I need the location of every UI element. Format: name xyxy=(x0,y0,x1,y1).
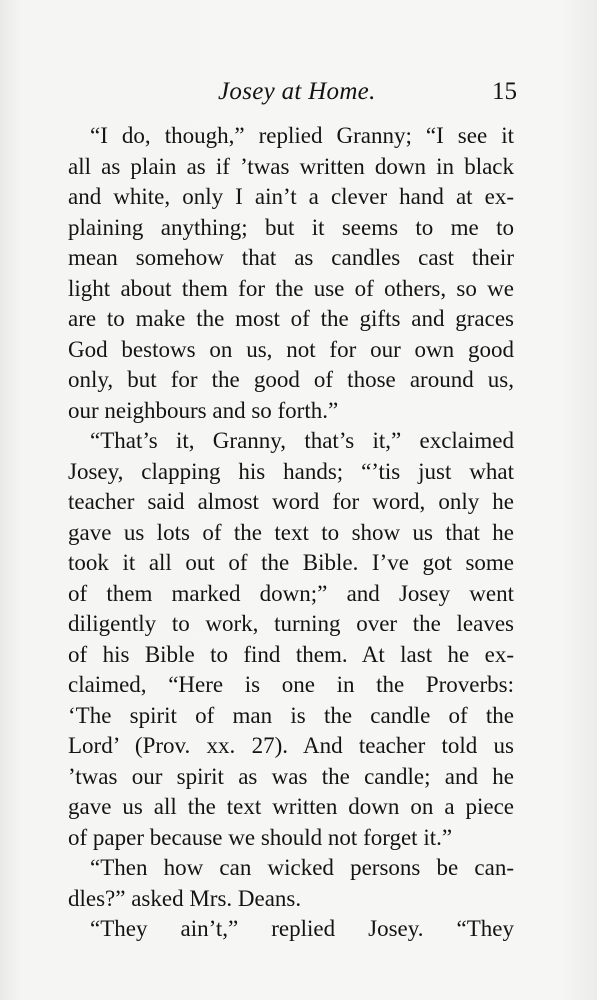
text-line: teacher said almost word for word, only he xyxy=(68,489,514,514)
running-title: Josey at Home. xyxy=(218,78,376,105)
page-number: 15 xyxy=(492,78,517,105)
text-line: of his Bible to find them. At last he ex- xyxy=(68,641,514,667)
text-line: took it all out of the Bible. I’ve got some xyxy=(68,550,514,575)
text-line: plaining anything; but it seems to me to xyxy=(68,214,514,240)
text-line: our neighbours and so forth.” xyxy=(68,397,339,423)
text-line: God bestows on us, not for our own good xyxy=(68,336,514,362)
text-line: dles?” asked Mrs. Deans. xyxy=(68,885,302,911)
text-line: “Then how can wicked persons be can- xyxy=(90,855,514,880)
text-line: “I do, though,” replied Granny; “I see it xyxy=(90,123,514,148)
text-line: claimed, “Here is one in the Proverbs: xyxy=(68,672,514,697)
text-line: are to make the most of the gifts and graces xyxy=(68,306,514,331)
text-line: only, but for the good of those around us, xyxy=(68,367,514,392)
text-line: ’twas our spirit as was the candle; and he xyxy=(68,763,514,789)
text-line: all as plain as if ’twas written down in black xyxy=(68,153,514,179)
text-line: gave us lots of the text to show us that he xyxy=(68,519,514,545)
text-line: Lord’ (Prov. xx. 27). And teacher told us xyxy=(68,733,514,758)
text-line: and white, only I ain’t a clever hand at ex- xyxy=(68,184,514,209)
text-line: of them marked down;” and Josey went xyxy=(68,580,514,606)
text-line: gave us all the text written down on a piece xyxy=(68,794,514,819)
text-line: of paper because we should not forget it.” xyxy=(68,824,453,850)
text-line: ‘The spirit of man is the candle of the xyxy=(68,702,514,728)
text-line: mean somehow that as candles cast their xyxy=(68,245,514,270)
running-head xyxy=(0,78,597,112)
text-line: Josey, clapping his hands; “’tis just what xyxy=(68,458,514,484)
text-line: light about them for the use of others, so we xyxy=(68,275,514,301)
text-line: “They ain’t,” replied Josey. “They xyxy=(90,916,514,941)
body-text xyxy=(68,121,514,945)
text-line: “That’s it, Granny, that’s it,” exclaimed xyxy=(90,428,514,453)
text-line: diligently to work, turning over the leaves xyxy=(68,611,514,636)
